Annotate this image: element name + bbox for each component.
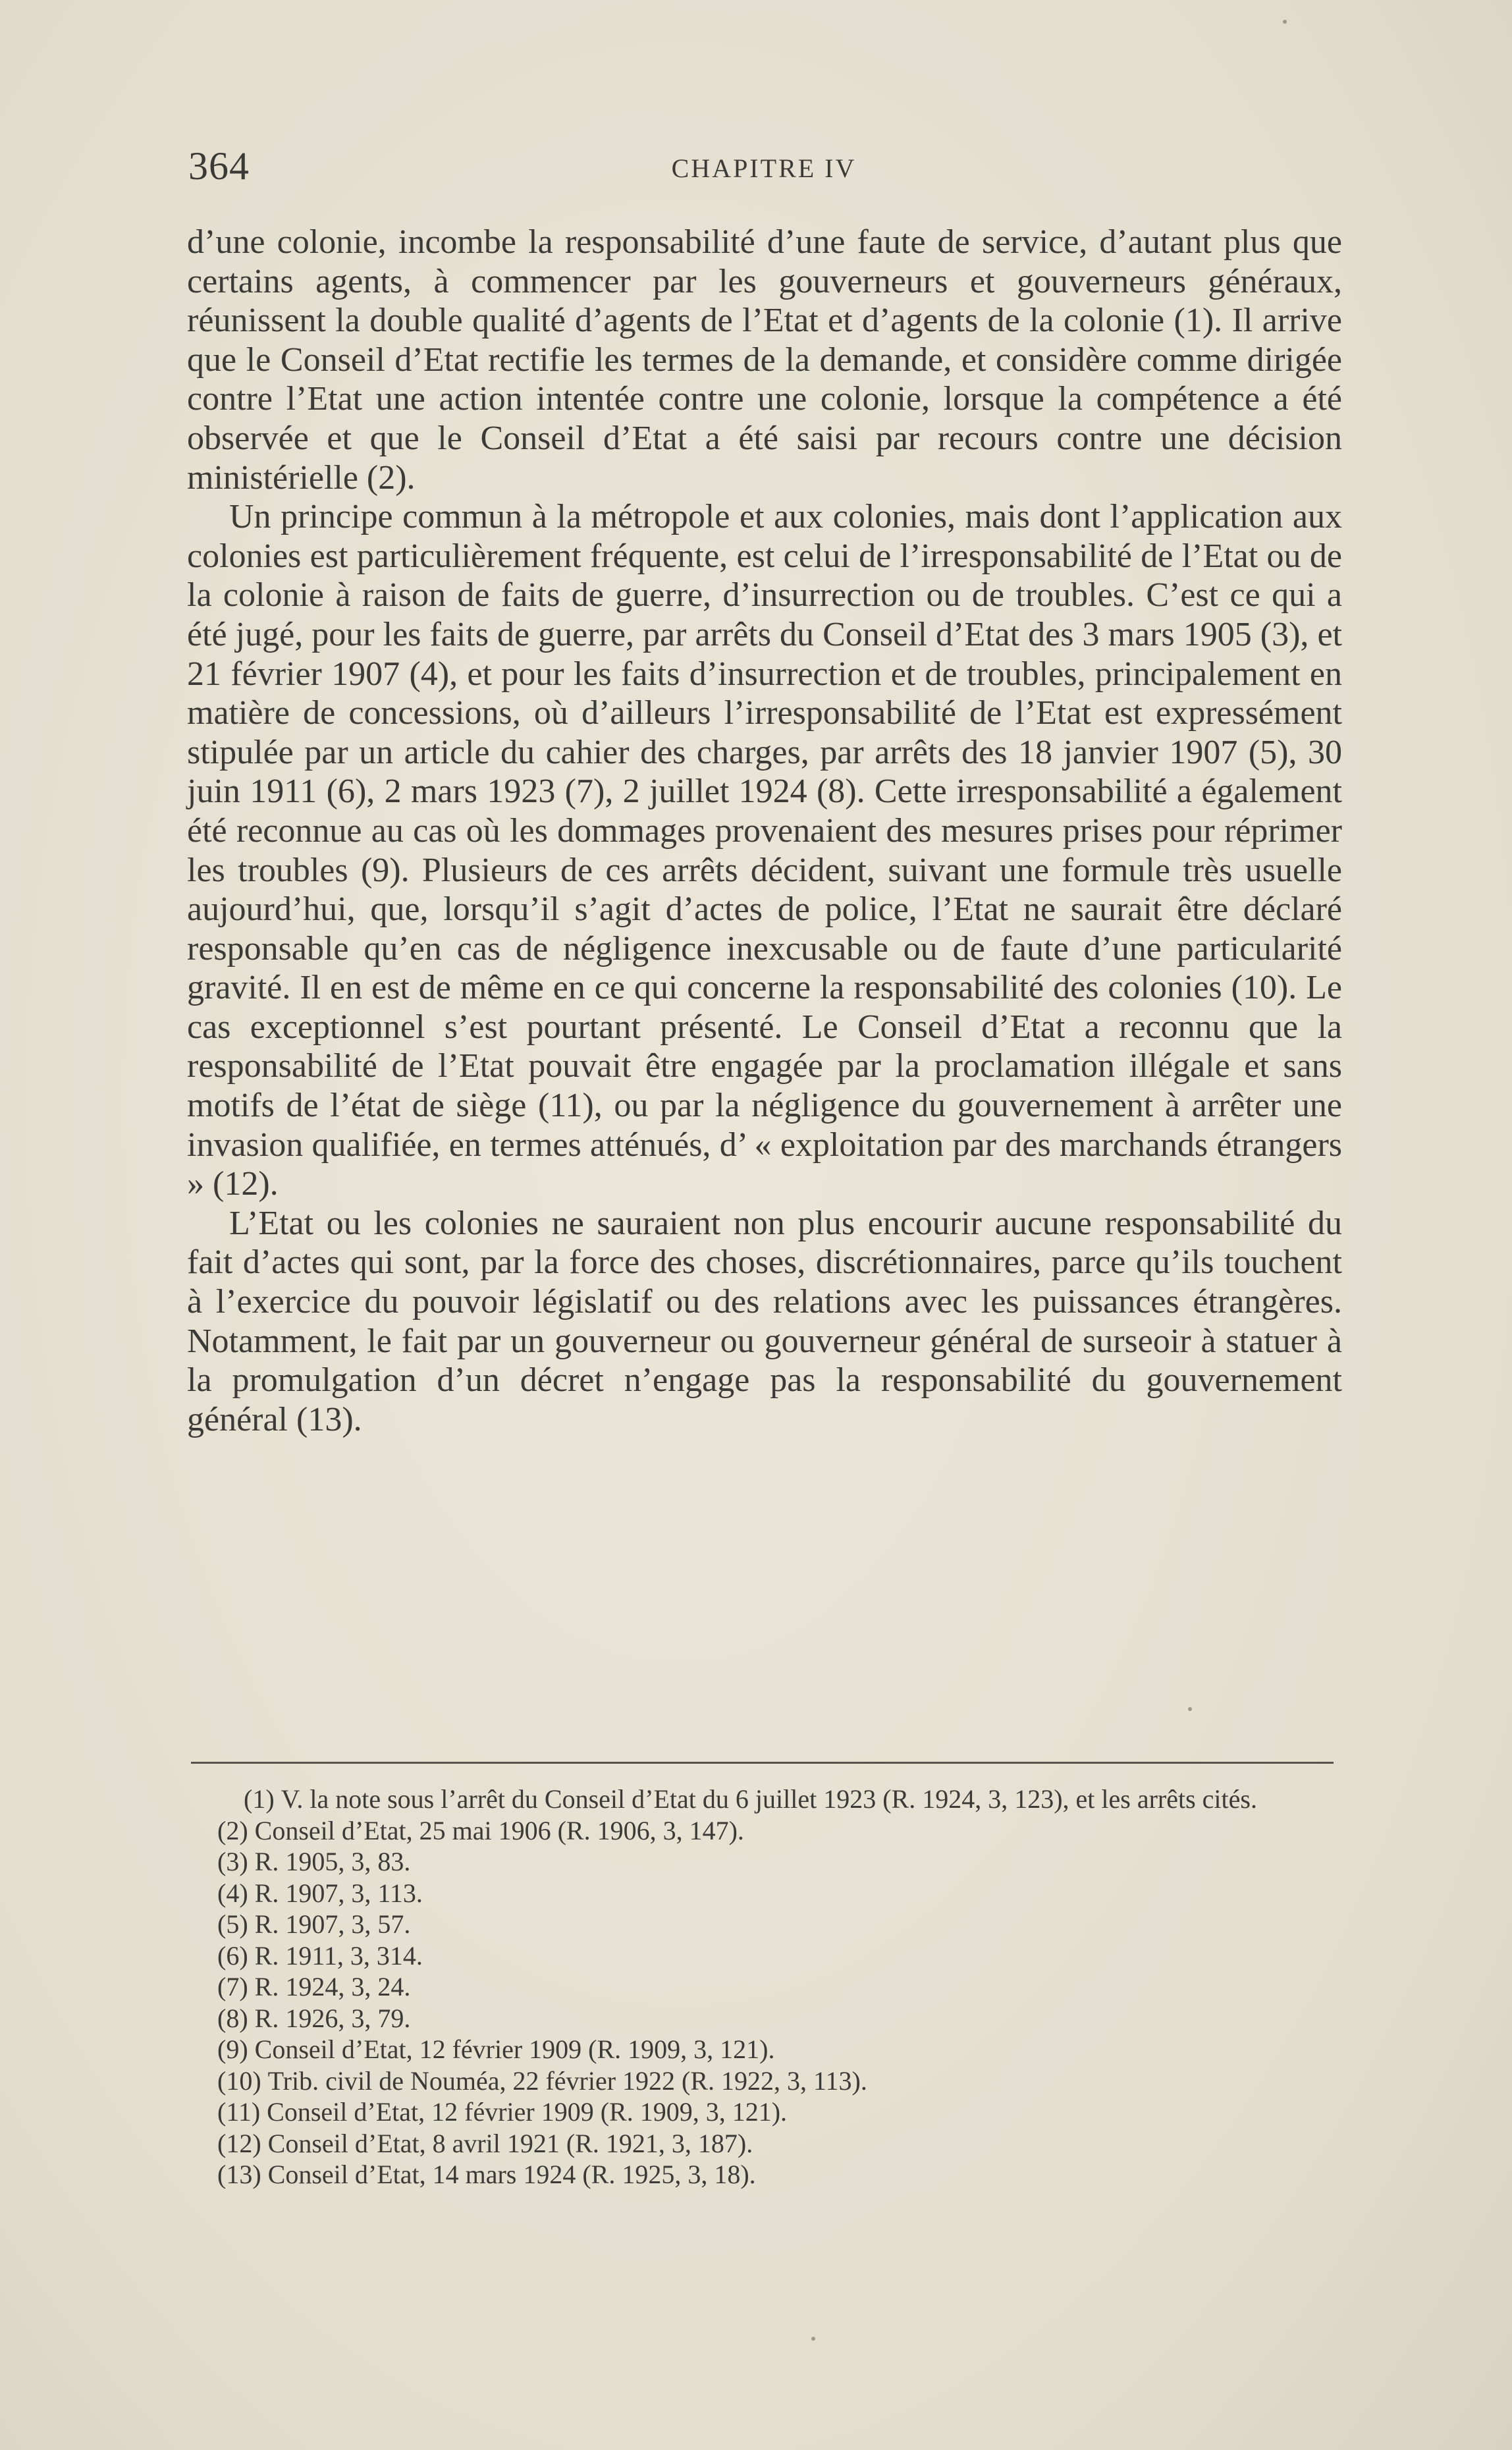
paper-speck [1283,20,1287,24]
footnote [191,2159,1337,2191]
footnote-number: (11) [217,2097,261,2127]
footnote-number: (7) [217,1972,248,2001]
footnote-text: R. 1926, 3, 79. [254,2003,411,2033]
footnote-text: R. 1924, 3, 24. [254,1972,411,2001]
footnote-number: (4) [217,1878,248,1908]
footnote [191,2003,1337,2034]
footnote-text: Conseil d’Etat, 12 février 1909 (R. 1909, 3, 121). [267,2097,788,2127]
footnote-text: Conseil d’Etat, 12 février 1909 (R. 1909, 3, 121). [254,2034,775,2064]
footnote-number: (3) [217,1847,248,1876]
footnote-text: Conseil d’Etat, 8 avril 1921 (R. 1921, 3, 187). [267,2128,753,2158]
footnote-number: (2) [217,1815,248,1845]
footnote-number: (9) [217,2034,248,2064]
page-number: 364 [188,144,250,188]
footnote [191,2128,1337,2160]
footnote-text: R. 1907, 3, 113. [254,1878,423,1908]
footnote-number: (1) [244,1784,275,1814]
paragraph: d’une colonie, incombe la responsabilité d’une faute de service, d’autant plus que certains agents, à commencer par les gouverneurs et gouverneurs généraux, réunissent la double qualité d’agents de l’Etat et d’agents de la colonie (1). Il arrive que le Conseil d’Etat rectifie les termes de la demande, et considère comme dirigée contre l’Etat une action intentée contre une colonie, lorsque la compétence a été observée et que le Conseil d’Etat a été saisi par recours contre une décision ministérielle (2). [187,223,1342,497]
footnote [191,1940,1337,1972]
paper-speck [1188,1707,1192,1711]
footnote-number: (5) [217,1909,248,1939]
footnote [191,1878,1337,1909]
paragraph: Un principe commun à la métropole et aux colonies, mais dont l’application aux colonies est particulièrement fréquente, est celui de l’irresponsabilité de l’Etat ou de la colonie à raison de faits de guerre, d’insurrection ou de troubles. C’est ce qui a été jugé, pour les faits de guerre, par arrêts du Conseil d’Etat des 3 mars 1905 (3), et 21 février 1907 (4), et pour les faits d’insurrection et de troubles, principalement en matière de concessions, où d’ailleurs l’irresponsabilité de l’Etat est expressément stipulée par un article du cahier des charges, par arrêts des 18 janvier 1907 (5), 30 juin 1911 (6), 2 mars 1923 (7), 2 juillet 1924 (8). Cette irresponsabilité a également été reconnue au cas où les dommages provenaient des mesures prises pour réprimer les troubles (9). Plusieurs de ces arrêts décident, suivant une formule très usuelle aujourd’hui, que, lorsqu’il s’agit d’actes de police, l’Etat ne saurait être déclaré responsable qu’en cas de négligence inexcusable ou de faute d’une particularité gravité. Il en est de même en ce qui concerne la responsabilité des colonies (10). Le cas exceptionnel s’est pourtant présenté. Le Conseil d’Etat a reconnu que la responsabilité de l’Etat pouvait être engagée par la proclamation illégale et sans motifs de l’état de siège (11), ou par la négligence du gouvernement à arrêter une invasion qualifiée, en termes atténués, d’ « exploitation par des marchands étrangers » (12). [187,498,1342,1203]
footnote-text: R. 1911, 3, 314. [254,1940,423,1971]
footnote-text: Trib. civil de Nouméa, 22 février 1922 (R. 1922, 3, 113). [267,2065,867,2096]
footnote-number: (8) [217,2003,248,2033]
footnote-number: (13) [217,2160,261,2189]
footnote [191,2096,1337,2128]
footnote [191,1846,1337,1878]
running-header [188,144,1339,196]
footnote-text: Conseil d’Etat, 25 mai 1906 (R. 1906, 3, 147). [254,1815,744,1845]
footnote-separator-rule [191,1762,1334,1764]
footnote-number: (12) [217,2128,261,2158]
footnote [191,2034,1337,2065]
footnote-number: (6) [217,1940,248,1971]
footnote-text: Conseil d’Etat, 14 mars 1924 (R. 1925, 3, 18). [267,2160,756,2189]
footnote [191,1783,1337,1815]
footnote [191,1909,1337,1940]
body-text [187,223,1342,1439]
paragraph: L’Etat ou les colonies ne sauraient non plus encourir aucune responsabilité du fait d’actes qui sont, par la force des choses, discrétionnaires, parce qu’ils touchent à l’exercice du pouvoir législatif ou des relations avec les puissances étrangères. Notamment, le fait par un gouverneur ou gouverneur général de surseoir à statuer à la promulgation d’un décret n’engage pas la responsabilité du gouvernement général (13). [187,1204,1342,1438]
footnote [191,2065,1337,2097]
footnote-number: (10) [217,2065,261,2096]
chapter-title: CHAPITRE IV [671,153,857,183]
footnotes [191,1783,1337,2191]
footnote-text: R. 1905, 3, 83. [254,1847,411,1876]
footnote [191,1971,1337,2003]
footnote-text: V. la note sous l’arrêt du Conseil d’Etat du 6 juillet 1923 (R. 1924, 3, 123), et les arrêts cités. [281,1784,1257,1814]
paper-speck [811,2337,815,2341]
footnote [191,1815,1337,1847]
footnote-text: R. 1907, 3, 57. [254,1909,411,1939]
